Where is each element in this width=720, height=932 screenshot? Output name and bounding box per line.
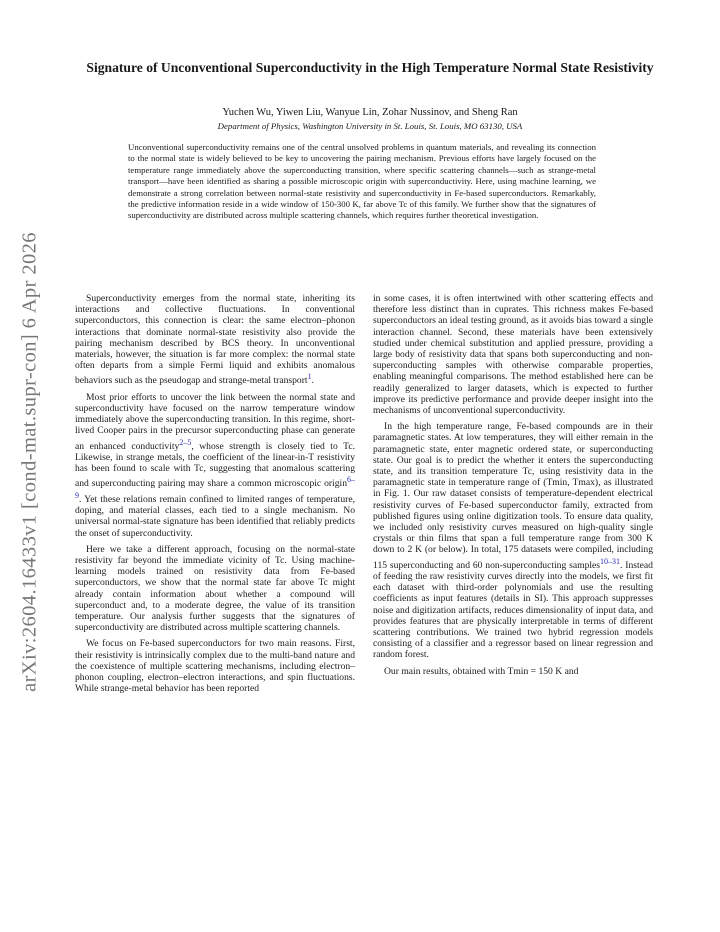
right-column (373, 293, 653, 677)
left-column (75, 293, 355, 694)
citation[interactable]: 2–5 (179, 437, 192, 447)
citation[interactable]: 1 (307, 372, 312, 382)
affiliation: Department of Physics, Washington University in St. Louis, St. Louis, MO 63130, USA (217, 121, 523, 131)
paragraph: We focus on Fe-based superconductors for two main reasons. First, their resistivity is intrinsically complex due to the multi-band nature and the coexistence of multiple scattering mechanisms, including electron–phonon coupling, electron–electron interactions, and spin fluctuations. While strange-metal behavior has been reported (75, 638, 355, 695)
paragraph: Superconductivity emerges from the normal state, inheriting its interactions and collective fluctuations. In conventional superconductors, this connection is clear: the same electron–phonon interactions that dominate normal-state resistivity also provide the pairing mechanism described by BCS theory. In unconventional materials, however, the situation is far more complex: the normal state often departs from a simple Fermi liquid and exhibits anomalous behaviors such as the pseudogap and strange-metal transport$^1$. (75, 293, 355, 387)
paragraph: Most prior efforts to uncover the link between the normal state and superconductivity have focused on the narrow temperature window immediately above the superconducting transition. In this regime, short-lived Cooper pairs in the precursor superconducting phase can generate an enhanced conductivity$^{2-5}$, whose strength is closely tied to Tc. Likewise, in strange metals, the coefficient of the linear-in-T resistivity has been found to scale with Tc, suggesting that anomalous scattering and superconducting pairing may share a common microscopic origin$^{6-9}$. Yet these relations remain confined to limited ranges of temperature, doping, and material classes, each tied to a single mechanism. No universal normal-state signature has been identified that reliably predicts the onset of superconductivity. (75, 391, 355, 539)
paragraph: in some cases, it is often intertwined with other scattering effects and therefore less distinct than in cuprates. This richness makes Fe-based superconductors an ideal testing ground, as it avoids bias toward a single interaction channel. Second, these materials have been extensively studied under chemical substitution and applied pressure, providing a large body of resistivity data that spans both superconducting and non-superconducting samples with otherwise comparable properties, enabling meaningful comparisons. The method established here can be readily generalized to larger datasets, which is expected to further improve its predictive performance and provide deeper insight into the mechanisms of unconventional superconductivity. (373, 293, 653, 417)
paragraph: Our main results, obtained with Tmin = 150 K and (384, 665, 579, 677)
paragraph: Here we take a different approach, focusing on the normal-state resistivity far beyond the immediate vicinity of Tc. Using machine-learning models trained on resistivity data from Fe-based superconductors, we show that the normal state far above Tc might already contain information about whether a compound will superconduct and, to a moderate degree, the value of its transition temperature. Our analysis further suggests that the signatures of superconductivity are distributed across multiple scattering channels. (75, 543, 355, 634)
abstract: Unconventional superconductivity remains one of the central unsolved problems in quantum materials, and revealing its connection to the normal state is widely believed to be key to uncovering the pairing mechanism. Previous efforts have largely focused on the temperature range immediately above the superconducting transition, where specific scattering channels—such as strange-metal transport—have been identified as sharing a possible microscopic origin with superconductivity. Here, using machine learning, we demonstrate a strong correlation between normal-state resistivity and superconductivity in Fe-based superconductors. Remarkably, the predictive information reside in a wide window of 150-300 K, far above Tc of this family. We further show that the signatures of superconductivity are distributed across multiple scattering channels, which requires further theoretical investigation. (128, 142, 596, 221)
citation[interactable]: 6–9 (75, 475, 355, 500)
author-list: Yuchen Wu, Yiwen Liu, Wanyue Lin, Zohar Nussinov, and Sheng Ran (222, 107, 518, 118)
arxiv-identifier: arXiv:2604.16433v1 [cond-mat.supr-con] 6 Apr 2026 (18, 232, 41, 692)
citation[interactable]: 10–31 (600, 556, 621, 566)
arxiv-sidebar (0, 0, 60, 932)
paragraph: In the high temperature range, Fe-based compounds are in their paramagnetic states. At low temperatures, they will either remain in the paramagnetic state, enter magnetic ordered state, or superconducting state. Our goal is to predict the whether it enters the superconducting state, and its transition temperature Tc, using resistivity data in the paramagnetic state in temperature range of (Tmin, Tmax), as illustrated in Fig. 1. Our raw dataset consists of temperature-dependent electrical resistivity curves of Fe-based superconductor family, extracted from published figures using online digitization tools. To ensure data quality, we included only resistivity curves measured on high-quality single crystals or thin films that span a full temperature range from 300 K down to 2 K (or below). In total, 175 datasets were compiled, including 115 superconducting and 60 non-superconducting samples$^{10-31}$. Instead of feeding the raw resistivity curves directly into the models, we first fit each dataset with third-order polynomials and use the resulting coefficients as input features (details in SI). This approach suppresses noise and digitization artifacts, reduces dimensionality of input data, and provides features that are physically interpretable in terms of different scattering contributions. We trained two hybrid regression models consisting of a classifier and a regressor based on linear regression and random forest. (373, 421, 653, 661)
paper-title: Signature of Unconventional Superconductivity in the High Temperature Normal State Resistivity (86, 60, 654, 75)
